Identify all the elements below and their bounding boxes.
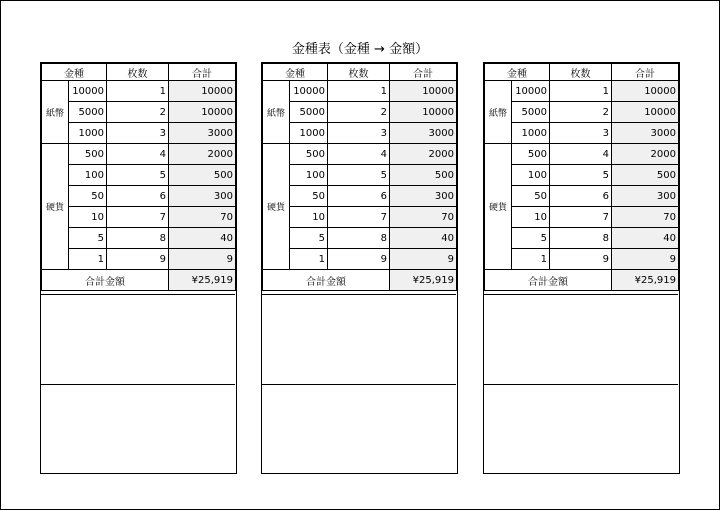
count-cell[interactable]: 4 — [107, 144, 169, 165]
count-cell[interactable]: 2 — [550, 102, 612, 123]
table-row — [485, 228, 679, 249]
table-row — [42, 102, 236, 123]
count-cell[interactable]: 6 — [107, 186, 169, 207]
table-row — [42, 144, 236, 165]
denomination-sheet-2 — [261, 62, 458, 474]
denomination-table — [262, 63, 457, 291]
count-cell[interactable]: 5 — [328, 165, 390, 186]
header-kind: 金種 — [263, 64, 328, 81]
table-row — [42, 165, 236, 186]
total-cell[interactable]: 9 — [169, 249, 236, 270]
grand-total-label: 合計金額 — [485, 270, 612, 291]
denomination-sheet-3 — [483, 62, 680, 474]
count-cell[interactable]: 3 — [550, 123, 612, 144]
grand-total-row — [485, 270, 679, 291]
count-cell[interactable]: 8 — [328, 228, 390, 249]
denomination-cell[interactable]: 500 — [69, 144, 107, 165]
header-count: 枚数 — [107, 64, 169, 81]
table-row — [42, 81, 236, 102]
table-row — [485, 81, 679, 102]
table-row — [485, 165, 679, 186]
header-subtotal: 合計 — [169, 64, 236, 81]
grand-total-row — [42, 270, 236, 291]
denomination-cell[interactable]: 100 — [290, 165, 328, 186]
denomination-cell[interactable]: 10 — [512, 207, 550, 228]
denomination-cell[interactable]: 5000 — [512, 102, 550, 123]
table-row — [263, 186, 457, 207]
denomination-cell[interactable]: 5000 — [69, 102, 107, 123]
count-cell[interactable]: 9 — [550, 249, 612, 270]
count-cell[interactable]: 9 — [107, 249, 169, 270]
count-cell[interactable]: 1 — [107, 81, 169, 102]
count-cell[interactable]: 1 — [328, 81, 390, 102]
table-row — [42, 228, 236, 249]
table-row — [42, 249, 236, 270]
count-cell[interactable]: 8 — [107, 228, 169, 249]
denomination-cell[interactable]: 10000 — [512, 81, 550, 102]
denomination-cell[interactable]: 1000 — [512, 123, 550, 144]
table-row — [263, 102, 457, 123]
count-cell[interactable]: 9 — [328, 249, 390, 270]
table-row — [263, 123, 457, 144]
total-cell[interactable]: 40 — [612, 228, 679, 249]
denomination-cell[interactable]: 10000 — [290, 81, 328, 102]
denomination-cell[interactable]: 5 — [290, 228, 328, 249]
denomination-cell[interactable]: 50 — [69, 186, 107, 207]
denomination-cell[interactable]: 1000 — [290, 123, 328, 144]
total-cell[interactable]: 9 — [390, 249, 457, 270]
denomination-cell[interactable]: 10 — [69, 207, 107, 228]
denomination-cell[interactable]: 10 — [290, 207, 328, 228]
denomination-cell[interactable]: 50 — [290, 186, 328, 207]
category-bills: 紙幣 — [263, 81, 290, 144]
denomination-sheet-1 — [40, 62, 237, 474]
category-bills: 紙幣 — [42, 81, 69, 144]
table-row — [42, 207, 236, 228]
count-cell[interactable]: 6 — [328, 186, 390, 207]
count-cell[interactable]: 8 — [550, 228, 612, 249]
count-cell[interactable]: 2 — [107, 102, 169, 123]
table-row — [42, 123, 236, 144]
grand-total-label: 合計金額 — [263, 270, 390, 291]
total-cell[interactable]: 500 — [612, 165, 679, 186]
table-row — [263, 165, 457, 186]
denomination-table — [41, 63, 236, 291]
page-title: 金種表（金種 → 金額） — [291, 42, 429, 57]
denomination-cell[interactable]: 5 — [512, 228, 550, 249]
header-row — [42, 64, 236, 81]
total-cell[interactable]: 500 — [390, 165, 457, 186]
denomination-cell[interactable]: 5000 — [290, 102, 328, 123]
denomination-cell[interactable]: 1 — [290, 249, 328, 270]
grand-total-value[interactable]: ¥25,919 — [612, 270, 679, 291]
grand-total-value[interactable]: ¥25,919 — [390, 270, 457, 291]
total-cell[interactable]: 300 — [169, 186, 236, 207]
count-cell[interactable]: 7 — [328, 207, 390, 228]
table-row — [485, 186, 679, 207]
header-subtotal: 合計 — [612, 64, 679, 81]
grand-total-label: 合計金額 — [42, 270, 169, 291]
denomination-table — [484, 63, 679, 291]
count-cell[interactable]: 4 — [550, 144, 612, 165]
denomination-cell[interactable]: 500 — [290, 144, 328, 165]
count-cell[interactable]: 3 — [328, 123, 390, 144]
count-cell[interactable]: 1 — [550, 81, 612, 102]
total-cell[interactable]: 70 — [169, 207, 236, 228]
total-cell[interactable]: 40 — [169, 228, 236, 249]
denomination-cell[interactable]: 1 — [512, 249, 550, 270]
memo-area-upper[interactable] — [262, 294, 456, 385]
denomination-cell[interactable]: 100 — [69, 165, 107, 186]
table-row — [42, 186, 236, 207]
header-subtotal: 合計 — [390, 64, 457, 81]
denomination-cell[interactable]: 5 — [69, 228, 107, 249]
total-cell[interactable]: 70 — [612, 207, 679, 228]
total-cell[interactable]: 10000 — [390, 81, 457, 102]
total-cell[interactable]: 10000 — [390, 102, 457, 123]
total-cell[interactable]: 3000 — [169, 123, 236, 144]
memo-area-upper[interactable] — [484, 294, 678, 385]
category-coins: 硬貨 — [485, 144, 512, 270]
denomination-cell[interactable]: 10000 — [69, 81, 107, 102]
header-row — [263, 64, 457, 81]
memo-area-lower[interactable] — [262, 384, 456, 473]
header-kind: 金種 — [42, 64, 107, 81]
total-cell[interactable]: 10000 — [169, 102, 236, 123]
table-row — [485, 207, 679, 228]
grand-total-value[interactable]: ¥25,919 — [169, 270, 236, 291]
total-cell[interactable]: 10000 — [169, 81, 236, 102]
table-row — [485, 102, 679, 123]
header-count: 枚数 — [550, 64, 612, 81]
table-row — [263, 144, 457, 165]
table-row — [485, 144, 679, 165]
table-row — [263, 207, 457, 228]
denomination-cell[interactable]: 50 — [512, 186, 550, 207]
memo-area-lower[interactable] — [484, 384, 678, 473]
header-count: 枚数 — [328, 64, 390, 81]
header-kind: 金種 — [485, 64, 550, 81]
total-cell[interactable]: 500 — [169, 165, 236, 186]
grand-total-row — [263, 270, 457, 291]
total-cell[interactable]: 40 — [390, 228, 457, 249]
table-row — [485, 123, 679, 144]
category-coins: 硬貨 — [263, 144, 290, 270]
header-row — [485, 64, 679, 81]
count-cell[interactable]: 7 — [550, 207, 612, 228]
total-cell[interactable]: 2000 — [390, 144, 457, 165]
total-cell[interactable]: 300 — [612, 186, 679, 207]
denomination-cell[interactable]: 1 — [69, 249, 107, 270]
memo-area-lower[interactable] — [41, 384, 235, 473]
total-cell[interactable]: 3000 — [390, 123, 457, 144]
total-cell[interactable]: 300 — [390, 186, 457, 207]
total-cell[interactable]: 10000 — [612, 81, 679, 102]
total-cell[interactable]: 2000 — [612, 144, 679, 165]
total-cell[interactable]: 10000 — [612, 102, 679, 123]
table-row — [263, 81, 457, 102]
memo-area-upper[interactable] — [41, 294, 235, 385]
count-cell[interactable]: 6 — [550, 186, 612, 207]
category-coins: 硬貨 — [42, 144, 69, 270]
total-cell[interactable]: 70 — [390, 207, 457, 228]
count-cell[interactable]: 4 — [328, 144, 390, 165]
count-cell[interactable]: 5 — [550, 165, 612, 186]
total-cell[interactable]: 2000 — [169, 144, 236, 165]
count-cell[interactable]: 3 — [107, 123, 169, 144]
count-cell[interactable]: 7 — [107, 207, 169, 228]
table-row — [263, 228, 457, 249]
total-cell[interactable]: 9 — [612, 249, 679, 270]
table-row — [263, 249, 457, 270]
denomination-cell[interactable]: 1000 — [69, 123, 107, 144]
denomination-cell[interactable]: 100 — [512, 165, 550, 186]
table-row — [485, 249, 679, 270]
count-cell[interactable]: 2 — [328, 102, 390, 123]
total-cell[interactable]: 3000 — [612, 123, 679, 144]
count-cell[interactable]: 5 — [107, 165, 169, 186]
denomination-cell[interactable]: 500 — [512, 144, 550, 165]
category-bills: 紙幣 — [485, 81, 512, 144]
